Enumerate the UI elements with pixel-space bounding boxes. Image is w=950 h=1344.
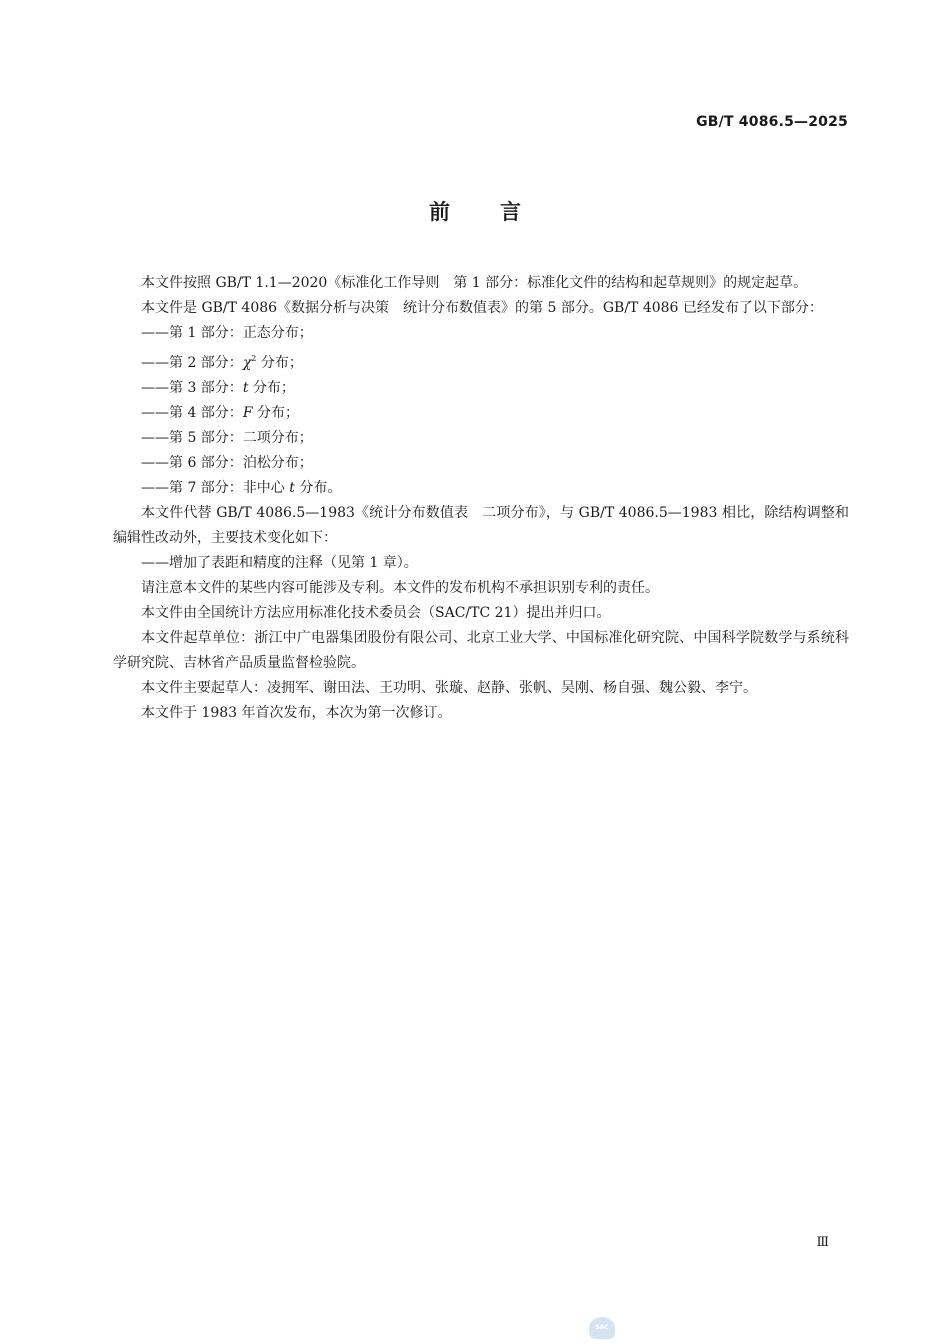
list-item-part-4: ——第 4 部分：F 分布； xyxy=(141,405,299,421)
list-item-change: ——增加了表距和精度的注释（见第 1 章）。 xyxy=(141,555,418,571)
paragraph-history: 本文件于 1983 年首次发布，本次为第一次修订。 xyxy=(141,705,452,721)
standard-number: GB/T 4086.5—2025 xyxy=(696,114,848,130)
paragraph-series-intro: 本文件是 GB/T 4086《数据分析与决策 统计分布数值表》的第 5 部分。GB/T 4086 已经发布了以下部分： xyxy=(141,300,823,316)
paragraph-replacement: 本文件代替 GB/T 4086.5—1983《统计分布数值表 二项分布》，与 GB/T 4086.5—1983 相比，除结构调整和编辑性改动外，主要技术变化如下： xyxy=(113,505,849,546)
paragraph-proposed-by: 本文件由全国统计方法应用标准化技术委员会（SAC/TC 21）提出并归口。 xyxy=(141,605,611,621)
paragraph-drafters: 本文件主要起草人：凌拥军、谢田法、王功明、张璇、赵静、张帆、吴刚、杨自强、魏公毅、李宁。 xyxy=(141,680,757,696)
logo-watermark: SAC xyxy=(589,1317,615,1339)
document-body xyxy=(113,271,849,726)
paragraph-drafting-units: 本文件起草单位：浙江中广电器集团股份有限公司、北京工业大学、中国标准化研究院、中国科学院数学与系统科学研究院、吉林省产品质量监督检验院。 xyxy=(113,630,849,671)
list-item-part-6: ——第 6 部分：泊松分布； xyxy=(141,455,313,471)
list-item-part-2: ——第 2 部分：$\chi^2$ 分布； xyxy=(141,354,303,371)
list-item-part-1: ——第 1 部分：正态分布； xyxy=(141,325,313,341)
page-title: 前言 xyxy=(429,200,571,224)
paragraph-drafting-rules: 本文件按照 GB/T 1.1—2020《标准化工作导则 第 1 部分：标准化文件的结构和起草规则》的规定起草。 xyxy=(141,275,808,291)
paragraph-patent-notice: 请注意本文件的某些内容可能涉及专利。本文件的发布机构不承担识别专利的责任。 xyxy=(141,580,659,596)
list-item-part-3: ——第 3 部分：t 分布； xyxy=(141,380,295,396)
list-item-part-5: ——第 5 部分：二项分布； xyxy=(141,430,313,446)
page-number: Ⅲ xyxy=(816,1235,829,1250)
list-item-part-7: ——第 7 部分：非中心 t 分布。 xyxy=(141,480,342,496)
